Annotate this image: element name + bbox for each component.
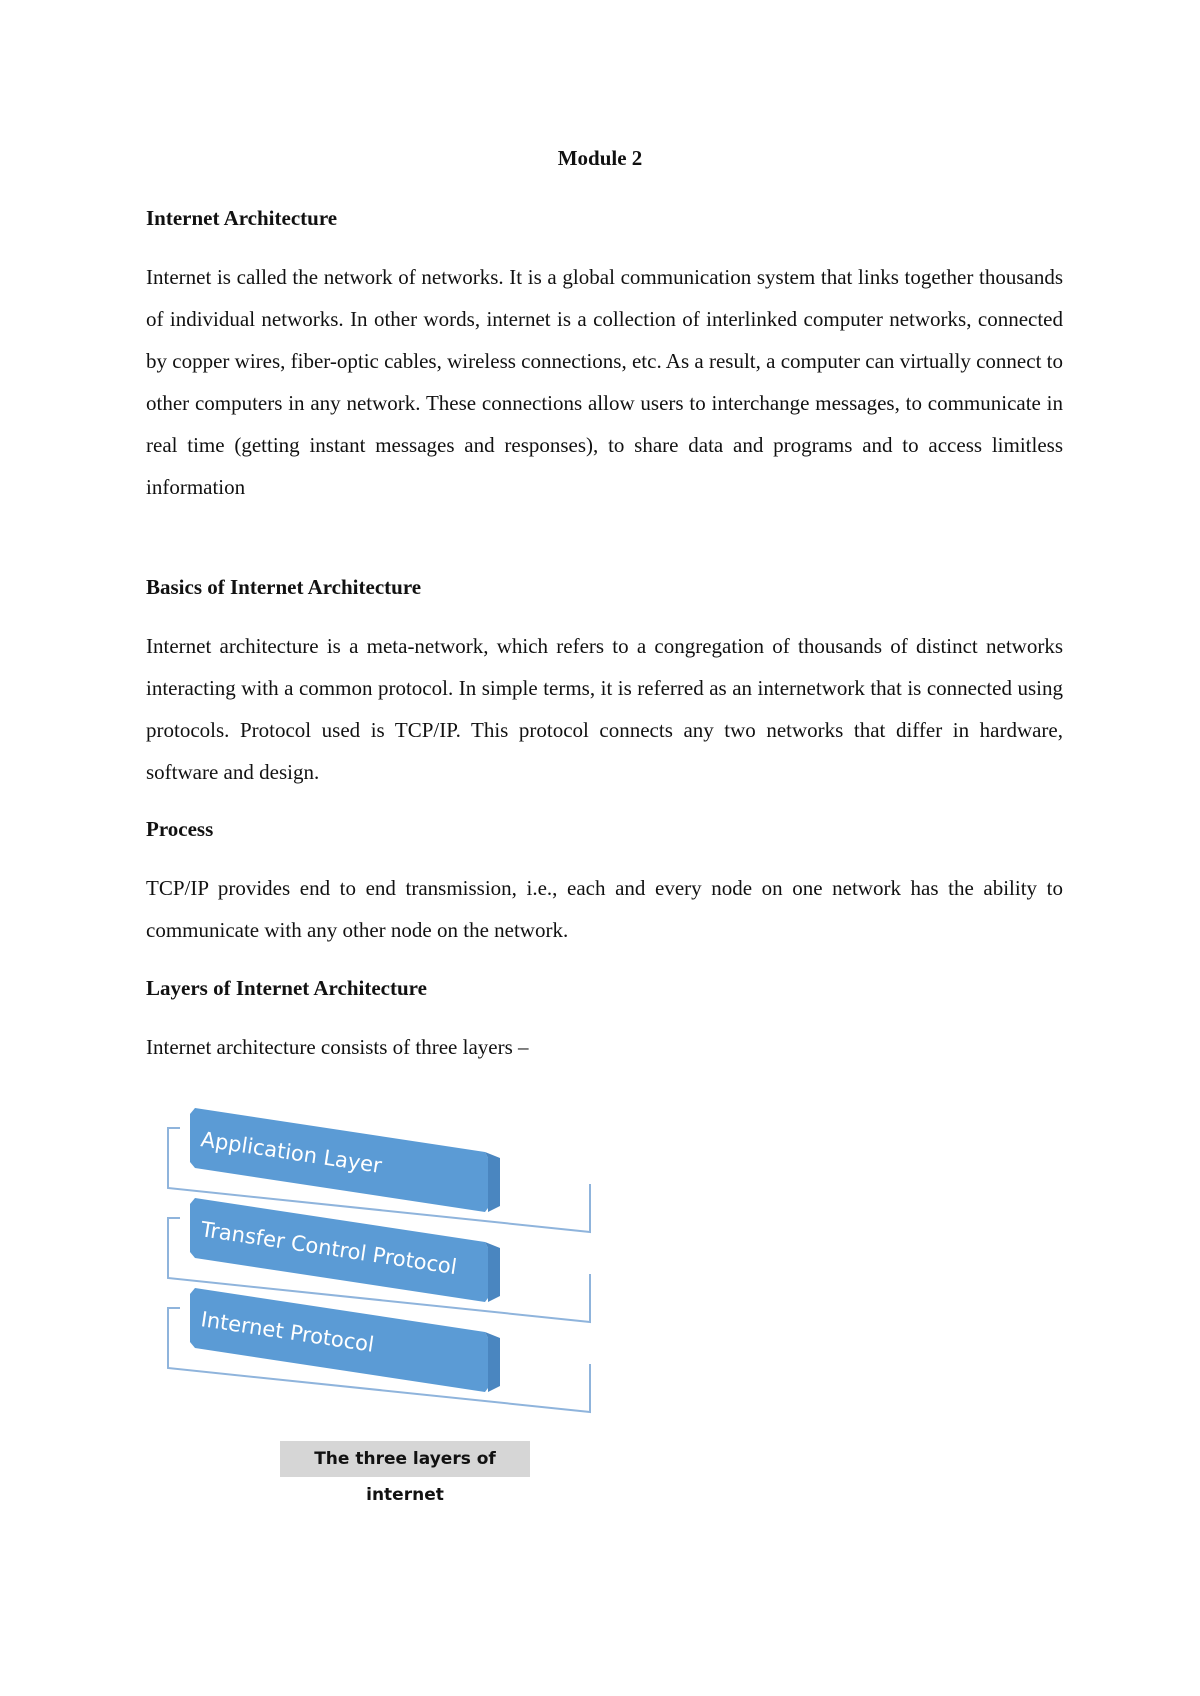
layer-group-internet — [168, 1288, 590, 1412]
section-heading-layers: Layers of Internet Architecture — [146, 976, 427, 1000]
section-heading-process: Process — [146, 817, 214, 841]
section-body-internet-architecture: Internet is called the network of networks. It is a global communication system that links together thousands of individual networks. In other words, internet is a collection of interlinked computer networks, connected by copper wires, fiber-optic cables, wireless connections, etc. As a result, a computer can virtually connect to other computers in any network. These connections allow users to interchange messages, to communicate in real time (getting instant messages and responses), to share data and programs and to access limitless information — [146, 265, 1063, 499]
layer-label-transfer: Transfer Control Protocol — [199, 1217, 459, 1280]
layers-diagram — [160, 1100, 610, 1430]
layer-label-application: Application Layer — [199, 1127, 384, 1178]
page-title: Module 2 — [557, 146, 643, 170]
section-heading-internet-architecture: Internet Architecture — [146, 206, 338, 230]
section-body-basics: Internet architecture is a meta-network, which refers to a congregation of thousands of distinct networks interacting with a common protocol. In simple terms, it is referred as an internetwork that is connected using protocols. Protocol used is TCP/IP. This protocol connects any two networks that differ in hardware, software and design. — [146, 634, 1063, 784]
figure-caption: The three layers of internet — [280, 1441, 530, 1477]
section-body-process: TCP/IP provides end to end transmission, i.e., each and every node on one network has the ability to communicate with any other node on the network. — [146, 876, 1063, 942]
layer-label-internet: Internet Protocol — [199, 1307, 376, 1357]
section-body-layers: Internet architecture consists of three layers – — [146, 1035, 529, 1059]
section-heading-basics: Basics of Internet Architecture — [146, 575, 422, 599]
